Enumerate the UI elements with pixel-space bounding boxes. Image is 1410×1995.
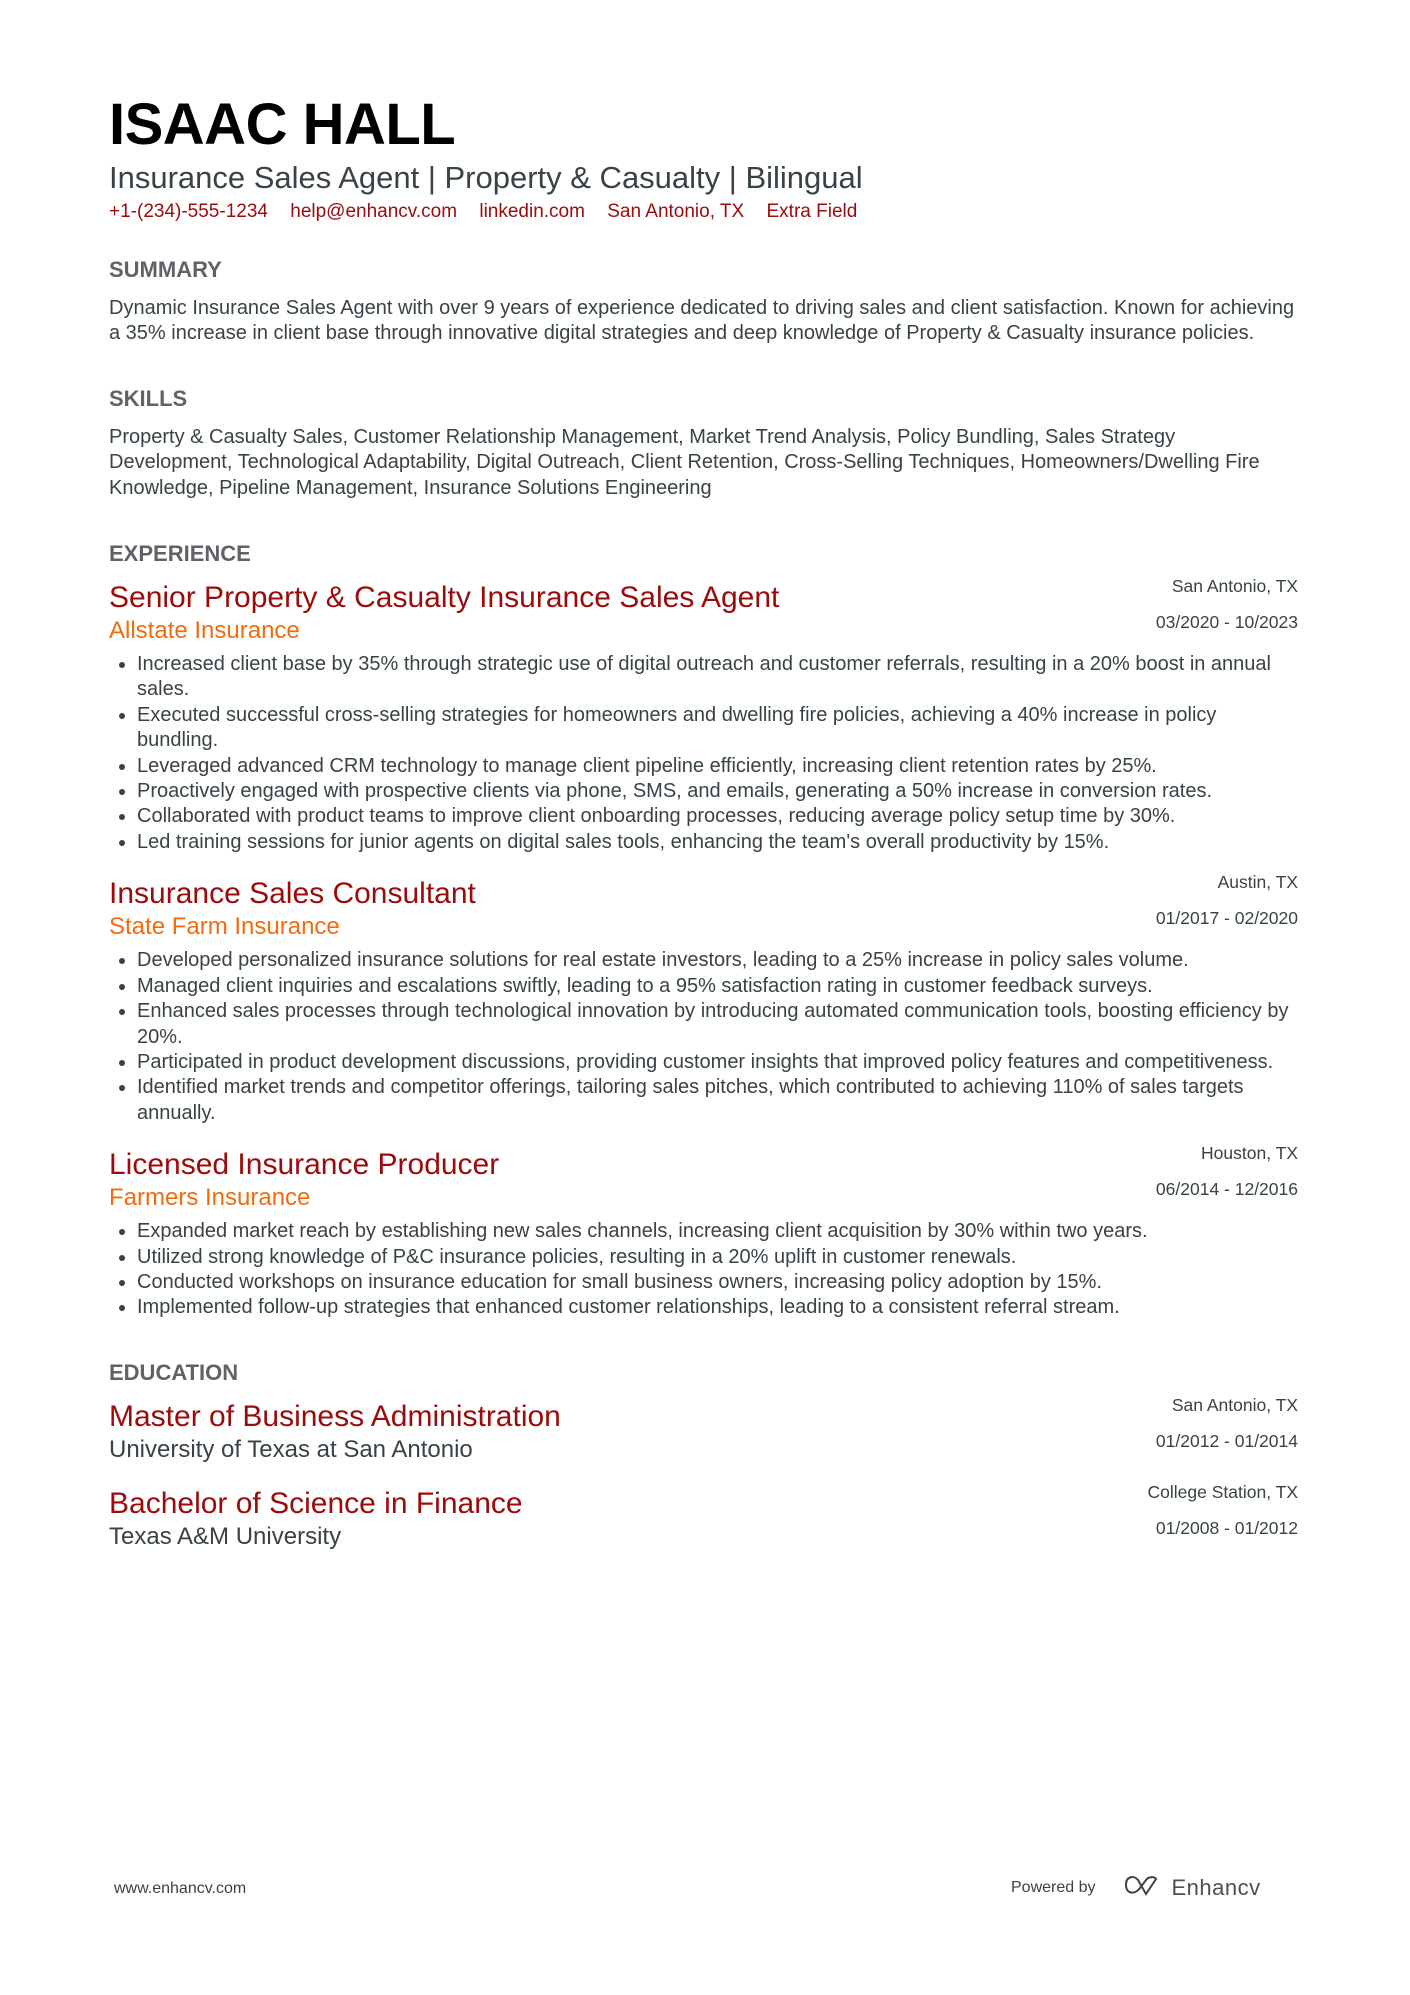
enhancv-logo-icon xyxy=(1124,1874,1160,1901)
degree: Bachelor of Science in Finance xyxy=(109,1486,523,1520)
bullet-item: • Collaborated with product teams to improve client onboarding processes, reducing average policy setup time by 30%. xyxy=(137,804,1298,829)
job-meta xyxy=(1156,864,1298,936)
job-meta xyxy=(1156,568,1298,640)
email-link[interactable]: help@enhancv.com xyxy=(290,201,458,222)
education-entry xyxy=(109,1394,1298,1465)
experience-heading: EXPERIENCE xyxy=(109,541,251,567)
summary-text: Dynamic Insurance Sales Agent with over 9 years of experience dedicated to driving sales and client satisfaction. Known for achieving a 35% increase in client base through innovative digital strategies and deep knowledge of Property & Casualty insurance policies. xyxy=(109,297,1295,345)
education-entry xyxy=(109,1481,1298,1552)
school-name: Texas A&M University xyxy=(109,1522,342,1550)
job-title: Senior Property & Casualty Insurance Sales Agent xyxy=(109,581,780,615)
job-bullets xyxy=(109,1219,1298,1321)
bullet-item: • Leveraged advanced CRM technology to manage client pipeline efficiently, increasing client retention rates by 25%. xyxy=(137,754,1298,779)
website-link[interactable]: www.enhancv.com xyxy=(114,1880,247,1897)
powered-by xyxy=(1011,1874,1261,1901)
bullet-item: • Implemented follow-up strategies that enhanced customer relationships, leading to a consistent referral stream. xyxy=(137,1295,1298,1320)
candidate-name: ISAAC HALL xyxy=(109,92,456,157)
bullet-item: • Identified market trends and competitor offerings, tailoring sales pitches, which contributed to achieving 110% of sales targets annually. xyxy=(137,1075,1298,1126)
education-heading: EDUCATION xyxy=(109,1359,239,1385)
bullet-item: • Led training sessions for junior agents on digital sales tools, enhancing the team's overall productivity by 15%. xyxy=(137,830,1298,855)
job-dates: 01/2017 - 02/2020 xyxy=(1155,908,1298,929)
education-location: College Station, TX xyxy=(1147,1481,1298,1502)
bullet-item: • Executed successful cross-selling strategies for homeowners and dwelling fire policies, achieving a 40% increase in policy bundling. xyxy=(137,703,1298,754)
resume xyxy=(109,92,1298,1552)
bullet-item: • Enhanced sales processes through technological innovation by introducing automated communication tools, boosting efficiency by 20%. xyxy=(137,999,1298,1050)
job-meta xyxy=(1156,1135,1298,1207)
bullet-item: • Proactively engaged with prospective clients via phone, SMS, and emails, generating a 50% increase in conversion rates. xyxy=(137,779,1298,804)
job-dates: 06/2014 - 12/2016 xyxy=(1155,1179,1298,1200)
education-dates: 01/2008 - 01/2012 xyxy=(1155,1517,1298,1538)
education-meta xyxy=(1156,1387,1298,1459)
job-location: Houston, TX xyxy=(1201,1143,1298,1164)
company-name: State Farm Insurance xyxy=(109,913,340,941)
education-meta xyxy=(1148,1474,1298,1546)
education-location: San Antonio, TX xyxy=(1171,1394,1298,1415)
headline: Insurance Sales Agent | Property & Casualty | Bilingual xyxy=(109,160,863,195)
bullet-item: • Participated in product development discussions, providing customer insights that improved policy features and competitiveness. xyxy=(137,1050,1298,1075)
bullet-item: • Managed client inquiries and escalations swiftly, leading to a 95% satisfaction rating in customer feedback surveys. xyxy=(137,974,1298,999)
bullet-item: • Developed personalized insurance solutions for real estate investors, leading to a 25% increase in policy sales volume. xyxy=(137,948,1298,973)
job-bullets xyxy=(109,652,1298,855)
company-name: Farmers Insurance xyxy=(109,1184,311,1212)
experience-list xyxy=(109,576,1298,1321)
summary-heading: SUMMARY xyxy=(109,257,222,282)
job-bullets xyxy=(109,948,1298,1126)
bullet-item: • Increased client base by 35% through strategic use of digital outreach and customer referrals, resulting in a 20% boost in annual sales. xyxy=(137,652,1298,703)
education-list xyxy=(109,1394,1298,1552)
contact-info xyxy=(109,198,1298,226)
job-title: Licensed Insurance Producer xyxy=(109,1148,500,1182)
bullet-item: • Utilized strong knowledge of P&C insurance policies, resulting in a 20% uplift in customer renewals. xyxy=(137,1245,1298,1270)
company-name: Allstate Insurance xyxy=(109,617,300,645)
job-location: San Antonio, TX xyxy=(1171,576,1298,597)
linkedin-link[interactable]: linkedin.com xyxy=(479,201,585,222)
extra-field: Extra Field xyxy=(766,201,858,222)
school-name: University of Texas at San Antonio xyxy=(109,1435,473,1463)
skills-heading: SKILLS xyxy=(109,385,188,411)
job-location: Austin, TX xyxy=(1217,872,1298,893)
education-dates: 01/2012 - 01/2014 xyxy=(1155,1430,1298,1451)
degree: Master of Business Administration xyxy=(109,1399,561,1433)
job-dates: 03/2020 - 10/2023 xyxy=(1155,612,1298,633)
bullet-item: • Expanded market reach by establishing new sales channels, increasing client acquisition by 30% within two years. xyxy=(137,1219,1298,1244)
enhancv-brand: Enhancv xyxy=(1171,1874,1261,1900)
job-title: Insurance Sales Consultant xyxy=(109,877,476,911)
experience-entry xyxy=(109,872,1298,1126)
phone-link[interactable]: +1-(234)-555-1234 xyxy=(109,201,268,222)
experience-entry xyxy=(109,1143,1298,1321)
bullet-item: • Conducted workshops on insurance education for small business owners, increasing policy adoption by 15%. xyxy=(137,1270,1298,1295)
powered-by-label: Powered by xyxy=(1011,1878,1096,1896)
experience-entry xyxy=(109,576,1298,855)
location: San Antonio, TX xyxy=(607,201,745,222)
skills-text: Property & Casualty Sales, Customer Relationship Management, Market Trend Analysis, Policy Bundling, Sales Strategy Development, Technological Adaptability, Digital Outreach, Client Retention, Cross-Selling Techniques, Homeowners/Dwelling Fire Knowledge, Pipeline Management, Insurance Solutions Engineering xyxy=(109,425,1260,499)
